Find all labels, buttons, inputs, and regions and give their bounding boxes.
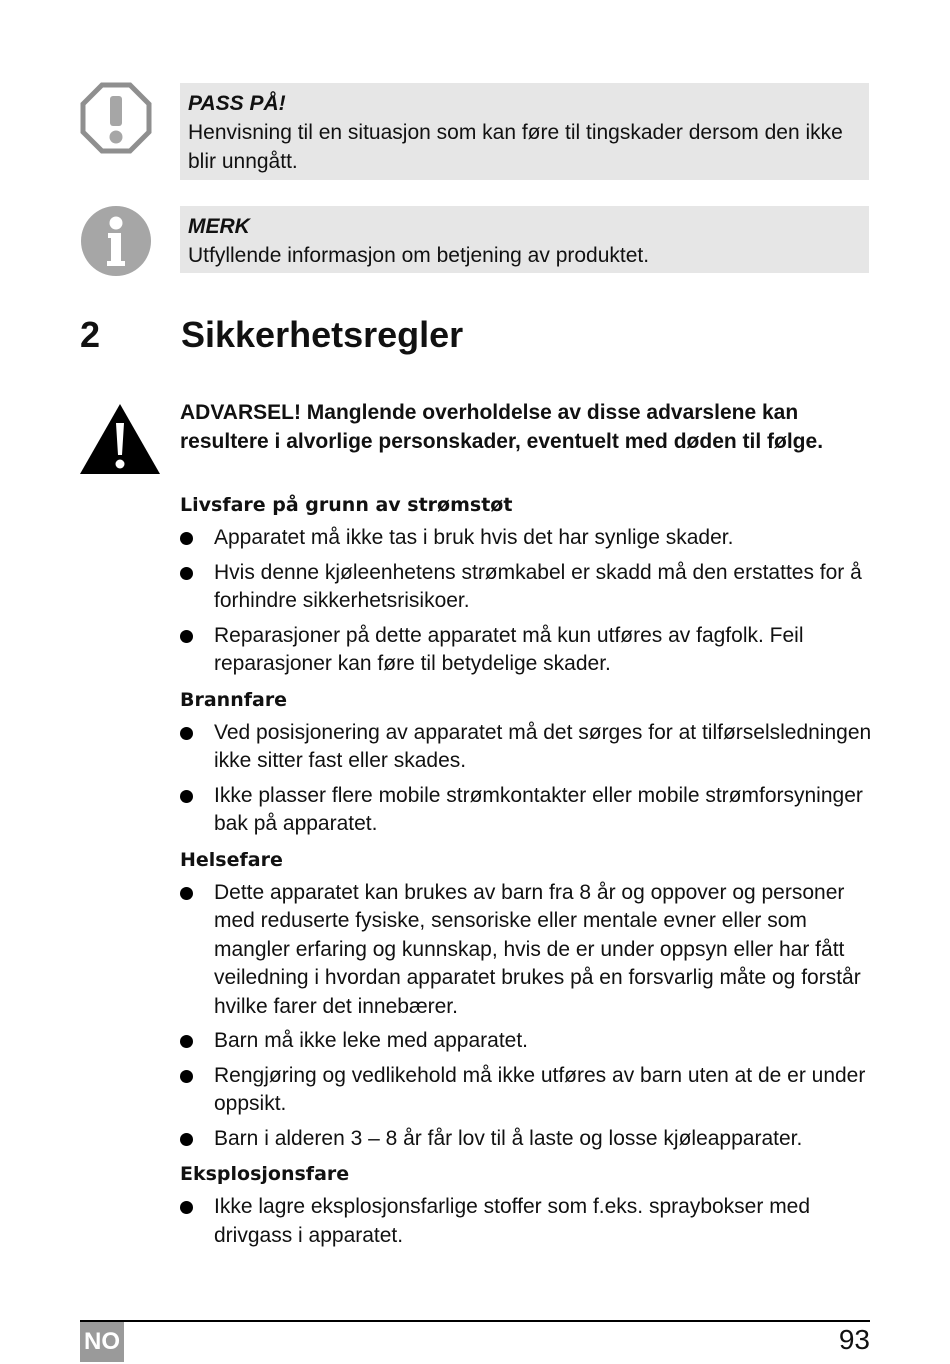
list-item: [180, 1193, 872, 1250]
list-item: [180, 559, 872, 616]
list-item: [180, 1062, 872, 1119]
list-item-text: Dette apparatet kan brukes av barn fra 8 år og oppover og personer med reduserte fysiske, sensoriske eller mentale evner eller som mangler erfaring og kunnskap, hvis de er under oppsyn eller har fått veiledning i hvordan apparatet brukes på en forsvarlig måte og forstår hvilke farer det innebærer.: [214, 880, 861, 1018]
language-badge: NO: [80, 1322, 124, 1362]
bullet-icon: [180, 1201, 193, 1214]
notice-caution-text: Henvisning til en situasjon som kan føre til tingskader dersom den ikke blir unngått.: [188, 121, 843, 173]
group-explosion: [180, 1159, 872, 1250]
warning-triangle-icon: [79, 403, 161, 475]
bullet-list: [180, 1193, 872, 1250]
safety-rules-content: [180, 490, 872, 1256]
bullet-icon: [180, 567, 193, 580]
group-electric-shock: [180, 490, 872, 679]
list-item-text: Ikke plasser flere mobile strømkontakter eller mobile strømforsyninger bak på apparatet.: [214, 783, 863, 835]
list-item-text: Ved posisjonering av apparatet må det sørges for at tilførselsledningen ikke sitter fast eller skades.: [214, 720, 872, 772]
list-item: [180, 879, 872, 1022]
bullet-list: [180, 719, 872, 839]
bullet-icon: [180, 630, 193, 643]
list-item-text: Barn i alderen 3 – 8 år får lov til å laste og losse kjøleapparater.: [214, 1126, 803, 1150]
list-item: [180, 719, 872, 776]
warning-text: ADVARSEL! Manglende overholdelse av disse advarslene kan resultere i alvorlige personskader, eventuelt med døden til følge.: [180, 401, 824, 453]
page-number: 93: [838, 1324, 870, 1355]
list-item-text: Rengjøring og vedlikehold må ikke utføres av barn uten at de er under oppsikt.: [214, 1063, 866, 1115]
bullet-icon: [180, 1035, 193, 1048]
list-item: [180, 1027, 872, 1056]
list-item: [180, 524, 872, 553]
group-heading: Brannfare: [180, 688, 288, 711]
bullet-icon: [180, 1070, 193, 1083]
bullet-icon: [180, 1133, 193, 1146]
group-fire: [180, 685, 872, 839]
notice-info-title: MERK: [188, 215, 250, 238]
bullet-list: [180, 524, 872, 679]
bullet-icon: [180, 727, 193, 740]
group-heading: Livsfare på grunn av strømstøt: [180, 494, 513, 516]
notice-info-text: Utfyllende informasjon om betjening av produktet.: [188, 244, 650, 267]
bullet-list: [180, 879, 872, 1154]
list-item-text: Barn må ikke leke med apparatet.: [214, 1029, 528, 1052]
footer-divider: [80, 1320, 870, 1322]
list-item: [180, 622, 872, 679]
bullet-icon: [180, 532, 193, 545]
group-heading: Helsefare: [180, 848, 283, 871]
group-health: [180, 845, 872, 1154]
list-item-text: Hvis denne kjøleenhetens strømkabel er skadd må den erstattes for å forhindre sikkerhetsrisikoer.: [214, 560, 862, 612]
list-item-text: Apparatet må ikke tas i bruk hvis det har synlige skader.: [214, 526, 734, 549]
notice-info: [180, 206, 869, 273]
notice-caution: [180, 83, 869, 180]
octagon-exclamation-icon: [80, 82, 152, 154]
section-number: 2: [80, 314, 101, 355]
list-item: [180, 1125, 872, 1154]
bullet-icon: [180, 887, 193, 900]
list-item: [180, 782, 872, 839]
bullet-icon: [180, 790, 193, 803]
section-title: Sikkerhetsregler: [181, 314, 464, 355]
list-item-text: Reparasjoner på dette apparatet må kun utføres av fagfolk. Feil reparasjoner kan føre til betydelige skader.: [214, 623, 804, 675]
list-item-text: Ikke lagre eksplosjonsfarlige stoffer som f.eks. spraybokser med drivgass i apparatet.: [214, 1195, 811, 1247]
group-heading: Eksplosjonsfare: [180, 1163, 350, 1185]
info-circle-icon: [80, 205, 152, 277]
notice-caution-title: PASS PÅ!: [188, 92, 286, 115]
